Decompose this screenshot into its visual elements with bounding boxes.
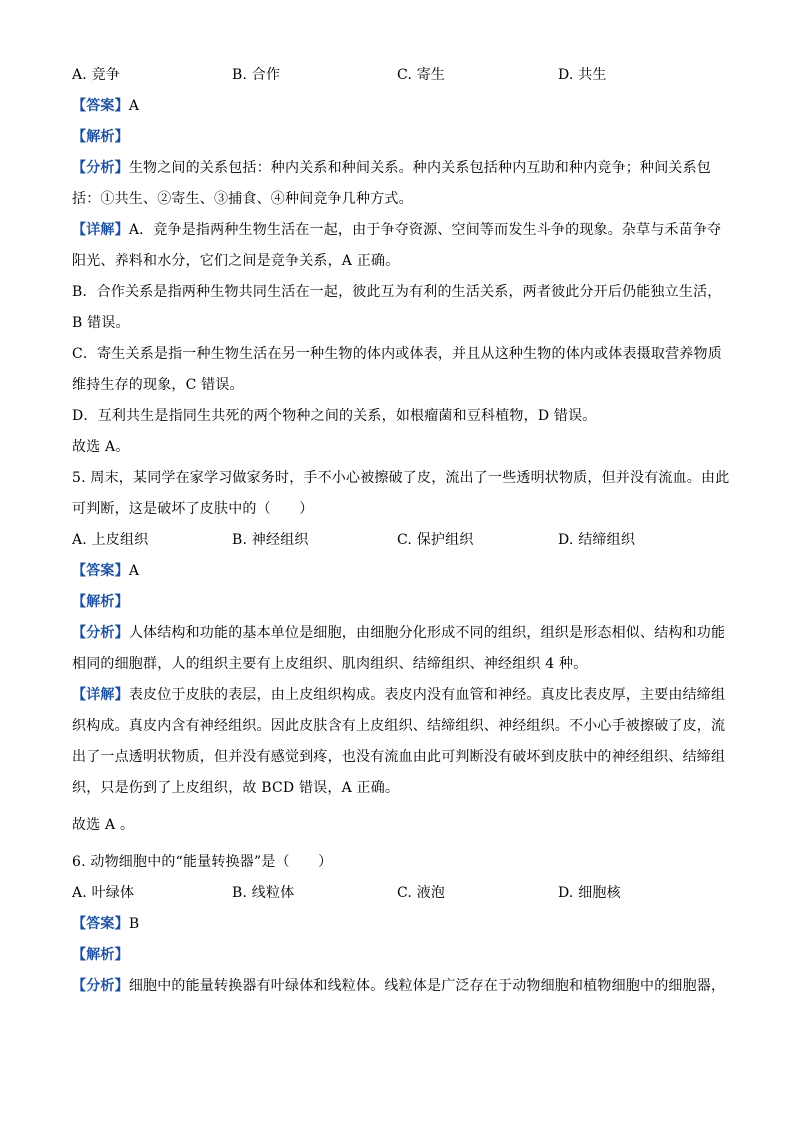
xiangjie-text: A．竞争是指两种生物生活在一起，由于争夺资源、空间等而发生斗争的现象。杂草与禾苗争夺 [128, 222, 722, 238]
answer-value: A [128, 563, 140, 579]
q6-option-d: D. 细胞核 [558, 885, 621, 901]
q4-option-b: B. 合作 [232, 67, 281, 83]
analysis-label: 【解析】 [72, 594, 129, 610]
xiangjie-text: 表皮位于皮肤的表层，由上皮组织构成。表皮内没有血管和神经。真皮比表皮厚，主要由结缔组 [128, 687, 726, 703]
q4-conclusion: 故选 A。 [72, 439, 130, 455]
q5-options [72, 525, 722, 556]
q6-options [72, 878, 722, 909]
q6-option-c: C. 液泡 [397, 885, 446, 901]
q6-option-a: A. 叶绿体 [72, 885, 135, 901]
q4-xiangjie-line-7: D．互利共生是指同生共死的两个物种之间的关系，如根瘤菌和豆科植物，D 错误。 [72, 408, 597, 424]
q4-xiangjie-line-5: C．寄生关系是指一种生物生活在另一种生物的体内或体表，并且从这种生物的体内或体表摄取营养物质 [72, 346, 722, 362]
q5-xiangjie-line-1 [72, 680, 726, 711]
q4-fenxi-line-1 [72, 153, 722, 184]
q6-option-b: B. 线粒体 [232, 885, 295, 901]
q6-analysis-heading [72, 940, 722, 971]
q4-answer [72, 91, 722, 122]
fenxi-text: 生物之间的关系包括：种内关系和种间关系。种内关系包括种内互助和种内竞争；种间关系包 [128, 160, 712, 176]
q4-fenxi-line-2: 括：①共生、②寄生、③捕食、④种间竞争几种方式。 [72, 191, 413, 207]
answer-value: B [128, 916, 140, 932]
q4-option-d: D. 共生 [558, 67, 607, 83]
q5-conclusion: 故选 A 。 [72, 817, 135, 833]
fenxi-label: 【分析】 [72, 625, 129, 641]
q4-option-c: C. 寄生 [397, 67, 446, 83]
q6-answer [72, 909, 722, 940]
q4-xiangjie-line-2: 阳光、养料和水分，它们之间是竞争关系，A 正确。 [72, 253, 400, 269]
fenxi-text: 细胞中的能量转换器有叶绿体和线粒体。线粒体是广泛存在于动物细胞和植物细胞中的细胞器， [128, 978, 726, 994]
analysis-label: 【解析】 [72, 947, 129, 963]
q5-option-b: B. 神经组织 [232, 532, 309, 548]
q4-xiangjie-line-4: B 错误。 [72, 315, 130, 331]
q6-fenxi-line-1 [72, 971, 726, 1002]
answer-label: 【答案】 [72, 916, 129, 932]
q5-stem-line-2: 可判断，这是破坏了皮肤中的（ ） [72, 501, 314, 517]
q5-stem-line-1: 5. 周末，某同学在家学习做家务时，手不小心被擦破了皮，流出了一些透明状物质，但并没有流血。由此 [72, 470, 730, 486]
q4-xiangjie-line-1 [72, 215, 722, 246]
q5-xiangjie-line-3: 出了一点透明状物质，但并没有感觉到疼，也没有流血由此可判断没有破坏到皮肤中的神经组织、结缔组 [72, 749, 726, 765]
q6-stem: 6. 动物细胞中的“能量转换器”是（ ） [72, 854, 333, 870]
q5-option-d: D. 结缔组织 [558, 532, 636, 548]
q5-xiangjie-line-2: 织构成。真皮内含有神经组织。因此皮肤含有上皮组织、结缔组织、神经组织。不小心手被擦破了皮，流 [72, 718, 726, 734]
q4-xiangjie-line-6: 维持生存的现象，C 错误。 [72, 377, 244, 393]
q4-analysis-heading [72, 122, 722, 153]
q4-option-a: A. 竞争 [72, 67, 121, 83]
answer-label: 【答案】 [72, 98, 129, 114]
q4-options [72, 60, 722, 91]
q5-fenxi-line-2: 相同的细胞群，人的组织主要有上皮组织、肌肉组织、结缔组织、神经组织 4 种。 [72, 656, 588, 672]
analysis-label: 【解析】 [72, 129, 129, 145]
q5-xiangjie-line-4: 织，只是伤到了上皮组织，故 BCD 错误，A 正确。 [72, 780, 400, 796]
q5-option-a: A. 上皮组织 [72, 532, 149, 548]
answer-value: A [128, 98, 140, 114]
fenxi-text: 人体结构和功能的基本单位是细胞，由细胞分化形成不同的组织，组织是形态相似、结构和功能 [128, 625, 726, 641]
xiangjie-label: 【详解】 [72, 687, 129, 703]
q5-option-c: C. 保护组织 [397, 532, 474, 548]
q5-analysis-heading [72, 587, 722, 618]
document-page [72, 60, 730, 1002]
fenxi-label: 【分析】 [72, 978, 129, 994]
xiangjie-label: 【详解】 [72, 222, 129, 238]
q5-fenxi-line-1 [72, 618, 726, 649]
fenxi-label: 【分析】 [72, 160, 129, 176]
answer-label: 【答案】 [72, 563, 129, 579]
q5-answer [72, 556, 722, 587]
q4-xiangjie-line-3: B．合作关系是指两种生物共同生活在一起，彼此互为有利的生活关系，两者彼此分开后仍能独立生活， [72, 284, 722, 300]
